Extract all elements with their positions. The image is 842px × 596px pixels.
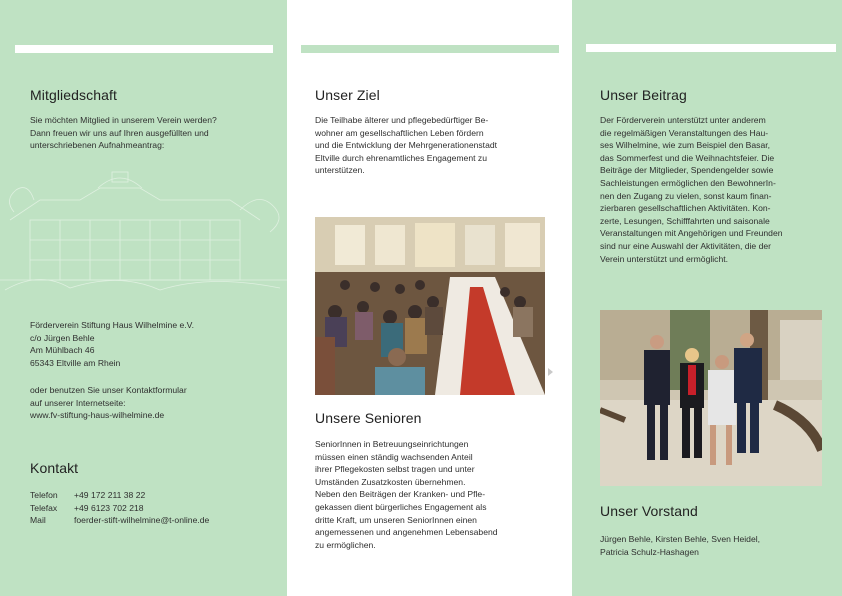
right-panel [572, 0, 842, 596]
address-block: Förderverein Stiftung Haus Wilhelmine e.V. c/o Jürgen Behle Am Mühlbach 46 65343 Eltville am Rhein [30, 320, 194, 368]
fold-arrow-icon [548, 368, 553, 376]
board-members-text: Jürgen Behle, Kirsten Behle, Sven Heidel, Patricia Schulz-Hashagen [600, 534, 761, 557]
contact-list [30, 489, 209, 527]
contact-row-fax [30, 502, 209, 515]
left-panel [0, 0, 287, 596]
email-link[interactable]: foerder-stift-wilhelmine@t-online.de [74, 515, 210, 526]
board-group-photo [600, 310, 822, 486]
contact-title: Kontakt [30, 460, 79, 476]
contact-label: Mail [30, 515, 46, 526]
contact-row-phone [30, 489, 209, 502]
middle-panel [287, 0, 572, 596]
board-title: Unser Vorstand [600, 503, 698, 519]
goal-text: Die Teilhabe älterer und pflegebedürftiger Be- wohner am gesellschaftlichen Leben fördern und die Entwicklung der Mehrgenerationenstadt Eltville durch ehrenamtliches Engagement zu unterstützen. [315, 115, 498, 176]
contribution-text: Der Förderverein unterstützt unter anderem die regelmäßigen Veranstaltungen des Hau- ses Wilhelmine, wie zum Beispiel den Basar, das Sommerfest und die Weihnachtsfeier. Die Beiträge der Mitglieder, Spendengelder sowie Sachleistungen ermöglichen den BewohnerIn- nen den Zugang zu vielen, sonst kaum finan- zierbaren gesellschaftlichen Aktivitäten. Kon- zerte, Lesungen, Schifffahrten und saisonale Veranstaltungen mit Angehörigen und Freunden sind nur eine Auswahl der Aktivitäten, die der Verein unterstützt und ermöglicht. [600, 115, 783, 264]
contact-label: Telefax [30, 502, 58, 513]
contact-label: Telefon [30, 490, 58, 500]
contribution-title: Unser Beitrag [600, 87, 687, 103]
goal-title: Unser Ziel [315, 87, 380, 103]
seniors-title: Unsere Senioren [315, 410, 422, 426]
fax-number: +49 6123 702 218 [74, 502, 144, 513]
header-bar [15, 45, 273, 53]
header-bar [586, 44, 836, 52]
membership-text: Sie möchten Mitglied in unserem Verein werden? Dann freuen wir uns auf Ihren ausgefüllten und unterschriebenen Aufnahmeantrag: [30, 115, 217, 151]
website-link[interactable]: www.fv-stiftung-haus-wilhelmine.de [30, 410, 165, 421]
contact-row-mail [30, 514, 209, 527]
phone-number[interactable]: +49 172 211 38 22 [74, 490, 146, 500]
seniors-text: SeniorInnen in Betreuungseinrichtungen müssen einen ständig wachsenden Anteil ihrer Pflegekosten selbst tragen und unter Umständen Zusatzkosten übernehmen. Neben den Beiträgen der Kranken- und Pfle- gekassen dient bürgerliches Engagement als dritte Kraft, um unseren SeniorInnen einen angemessenen und angenehmen Lebensabend zu ermöglichen. [315, 439, 498, 550]
seniors-dining-photo [315, 217, 545, 395]
header-bar [301, 45, 559, 53]
building-sketch-illustration [0, 160, 287, 300]
membership-title: Mitgliedschaft [30, 87, 117, 103]
contact-form-text: oder benutzen Sie unser Kontaktformular auf unserer Internetseite: www.fv-stiftung-haus-wilhelmine.de [30, 385, 187, 421]
